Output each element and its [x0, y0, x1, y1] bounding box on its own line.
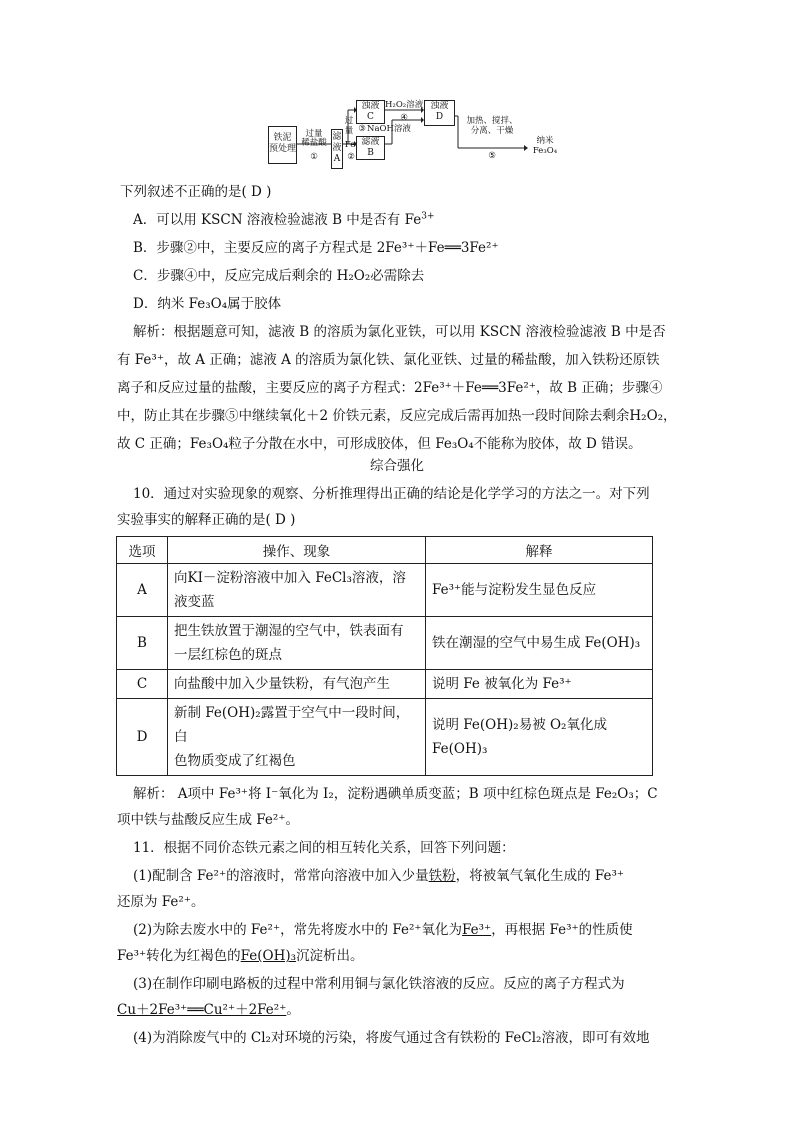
q11-part2-line2: Fe³⁺转化为红褐色的Fe(OH)₃沉淀析出。: [117, 948, 364, 964]
q9-option-b: B．步骤②中，主要反应的离子方程式是 2Fe³⁺＋Fe══3Fe²⁺: [133, 240, 499, 256]
row-operation: 新制 Fe(OH)₂露置于空气中一段时间，白 色物质变成了红褐色: [168, 699, 426, 776]
q10-analysis-1: 解析： A项中 Fe³⁺将 I⁻氧化为 I₂，淀粉遇碘单质变蓝；B 项中红棕色斑点是 Fe₂O₃；C: [133, 786, 658, 802]
q9-option-a: A．可以用 KSCN 溶液检验滤液 B 中是否有 $Fe^{3+}$: [133, 211, 435, 228]
row-explanation: 说明 Fe(OH)₂易被 O₂氧化成 Fe(OH)₃: [426, 699, 653, 776]
product-label: 纳米 Fe₃O₄: [532, 136, 558, 156]
fe-reagent: Fe: [344, 140, 356, 150]
header-operation: 操作、现象: [168, 537, 426, 564]
q11-stem: 11．根据不同价态铁元素之间的相互转化关系，回答下列问题：: [133, 840, 515, 856]
row-explanation: Fe³⁺能与淀粉发生显色反应: [426, 564, 653, 617]
flow-diagram: [268, 96, 568, 176]
step2: ②: [347, 152, 355, 162]
q9-analysis-5: 故 C 正确；Fe₃O₄粒子分散在水中，可形成胶体，但 Fe₃O₄不能称为胶体，故 D 错误。: [117, 436, 642, 452]
table-row: [117, 617, 653, 670]
arrow1-reagent: 稀盐酸: [301, 138, 327, 148]
q10-stem-1: 10．通过对实验现象的观察、分析推理得出正确的结论是化学学习的方法之一。对下列: [133, 486, 650, 502]
q9-analysis-1: 解析：根据题意可知，滤液 B 的溶质为氯化亚铁，可以用 KSCN 溶液检验滤液 B 中是否: [133, 324, 666, 340]
q11-part4: (4)为消除废气中的 Cl₂对环境的污染，将废气通过含有铁粉的 FeCl₂溶液，即可有效地: [133, 1030, 650, 1046]
box-turbid-d: 浊液 D: [424, 100, 455, 126]
box-filtrate-b: 滤液 B: [356, 136, 385, 160]
box-filtrate-a: 滤 液 A: [331, 129, 343, 169]
header-option: 选项: [117, 537, 168, 564]
q9-option-d: D．纳米 Fe₃O₄属于胶体: [133, 296, 282, 312]
row-explanation: 铁在潮湿的空气中易生成 Fe(OH)₃: [426, 617, 653, 670]
header-explanation: 解释: [426, 537, 653, 564]
step3: ③: [358, 124, 366, 134]
q9-prompt: 下列叙述不正确的是( D ): [120, 184, 272, 200]
q11-part1-line2: 还原为 Fe²⁺。: [117, 894, 205, 910]
row-operation: 向盐酸中加入少量铁粉，有气泡产生: [168, 670, 426, 699]
q11-answer-4: Cu＋2Fe³⁺══Cu²⁺＋2Fe²⁺: [117, 1002, 287, 1018]
q11-part2: (2)为除去废水中的 Fe²⁺，常先将废水中的 Fe²⁺氧化为Fe³⁺，再根据 Fe³⁺的性质使: [133, 922, 633, 938]
row-option: C: [117, 670, 168, 699]
h2o2-label: H₂O₂溶液: [385, 100, 424, 110]
row-option: B: [117, 617, 168, 670]
row-operation: 向KI－淀粉溶液中加入 FeCl₃溶液，溶 液变蓝: [168, 564, 426, 617]
q11-answer-2: Fe³⁺: [462, 922, 492, 938]
q11-part3-answer: Cu＋2Fe³⁺══Cu²⁺＋2Fe²⁺。: [117, 1002, 300, 1018]
q10-analysis-2: 项中铁与盐酸反应生成 Fe²⁺。: [117, 812, 299, 828]
step5: ⑤: [488, 151, 496, 161]
q11-answer-3: Fe(OH)₃: [240, 948, 297, 964]
q11-part1: (1)配制含 Fe²⁺的溶液时，常常向溶液中加入少量铁粉，将被氧气氧化生成的 Fe³⁺: [133, 868, 625, 884]
step4: ④: [400, 113, 408, 123]
row-operation: 把生铁放置于潮湿的空气中，铁表面有 一层红棕色的斑点: [168, 617, 426, 670]
q10-stem-2: 实验事实的解释正确的是( D ): [117, 512, 296, 528]
q9-analysis-2: 有 Fe³⁺，故 A 正确；滤液 A 的溶质为氯化铁、氯化亚铁、过量的稀盐酸，加入铁粉还原铁: [117, 352, 660, 368]
row-option: D: [117, 699, 168, 776]
q9-analysis-3: 离子和反应过量的盐酸，主要反应的离子方程式：2Fe³⁺＋Fe══3Fe²⁺，故 B 正确；步骤④: [117, 380, 663, 396]
table-row: [117, 670, 653, 699]
arrow1-label: 过量: [305, 129, 323, 139]
box-iron-sludge: 铁泥 预处理: [268, 126, 297, 164]
section-title: 综合强化: [370, 458, 424, 474]
table-row: [117, 699, 653, 776]
row-explanation: 说明 Fe 被氧化为 Fe³⁺: [426, 670, 653, 699]
arrow1-step: ①: [310, 152, 318, 162]
q9-option-c: C．步骤④中，反应完成后剩余的 H₂O₂必需除去: [133, 268, 425, 284]
q9-analysis-4: 中，防止其在步骤⑤中继续氧化＋2 价铁元素，反应完成后需再加热一段时间除去剩余H₂O₂，: [117, 408, 677, 424]
q10-table: [116, 536, 653, 776]
table-row: [117, 564, 653, 617]
row-option: A: [117, 564, 168, 617]
table-header-row: [117, 537, 653, 564]
q11-part3: (3)在制作印刷电路板的过程中常利用铜与氯化铁溶液的反应。反应的离子方程式为: [133, 976, 625, 992]
step5-label: 加热、搅拌、 分离、干燥: [466, 116, 518, 136]
q11-answer-1: 铁粉: [428, 868, 456, 884]
naoh-label: NaOH溶液: [367, 124, 411, 134]
excess-label: 过 量: [344, 116, 354, 136]
box-turbid-c: 浊液 C: [356, 100, 385, 124]
